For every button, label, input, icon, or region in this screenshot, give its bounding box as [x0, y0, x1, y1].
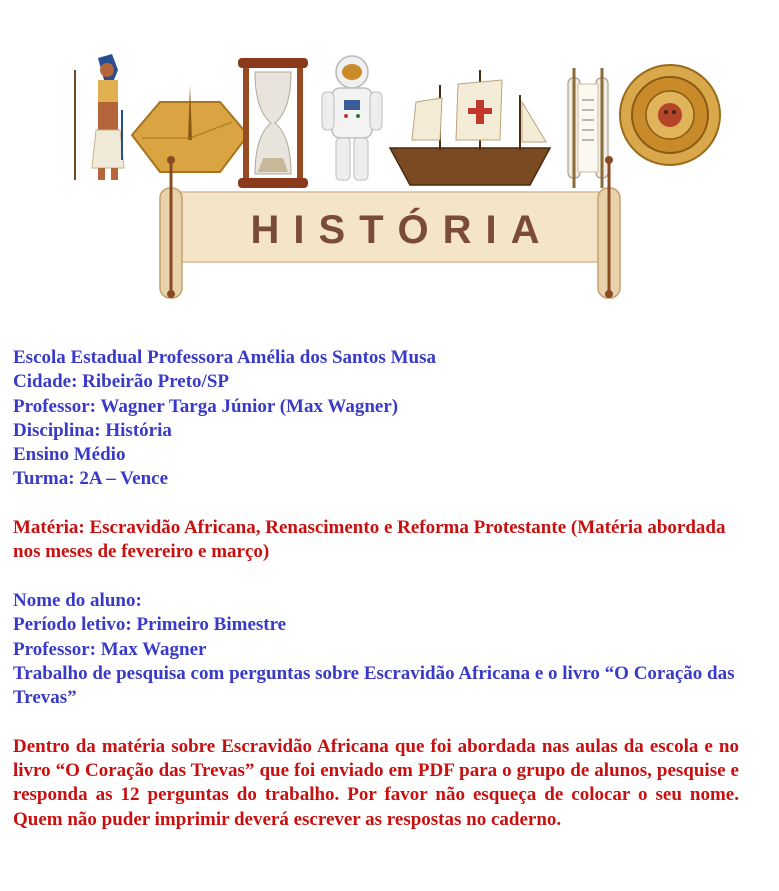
city: Cidade: Ribeirão Preto/SP: [13, 371, 230, 393]
topic: Matéria: Escravidão Africana, Renascimento e Reforma Protestante (Matéria abordada nos meses de fevereiro e março): [13, 517, 726, 563]
aztec-calendar-icon: [620, 65, 720, 165]
spacer: [13, 565, 739, 589]
teacher-short: Professor: Max Wagner: [13, 638, 207, 660]
banner-title: HISTÓRIA: [250, 208, 554, 252]
subject: Disciplina: História: [13, 419, 172, 441]
banner-artwork: [60, 40, 730, 305]
sundial-icon: [132, 85, 248, 172]
class: Turma: 2A – Vence: [13, 468, 169, 490]
document-body: [13, 346, 739, 832]
pharaoh-icon: [75, 54, 124, 180]
period: Período letivo: Primeiro Bimestre: [13, 614, 287, 636]
school-name: Escola Estadual Professora Amélia dos Santos Musa: [13, 347, 436, 368]
level: Ensino Médio: [13, 444, 126, 466]
instructions: Dentro da matéria sobre Escravidão Africana que foi abordada nas aulas da escola e no livro “O Coração das Trevas” que foi enviado em PDF para o grupo de alunos, pesquise e responda as 12 perguntas do trabalho. Por favor não esqueça de colocar o seu nome. Quem não puder imprimir deverá escrever as respostas no caderno.: [13, 735, 739, 830]
student-name: Nome do aluno:: [13, 589, 142, 611]
astronaut-icon: [322, 56, 382, 180]
torah-scroll-icon: [568, 68, 608, 188]
teacher-full: Professor: Wagner Targa Júnior (Max Wagner): [13, 395, 399, 417]
spacer: [13, 710, 739, 734]
caravel-ship-icon: [390, 70, 550, 185]
assignment: Trabalho de pesquisa com perguntas sobre Escravidão Africana e o livro “O Coração das Trevas”: [13, 662, 735, 709]
spacer: [13, 492, 739, 516]
historia-banner: [60, 40, 730, 305]
hourglass-icon: [238, 58, 308, 188]
